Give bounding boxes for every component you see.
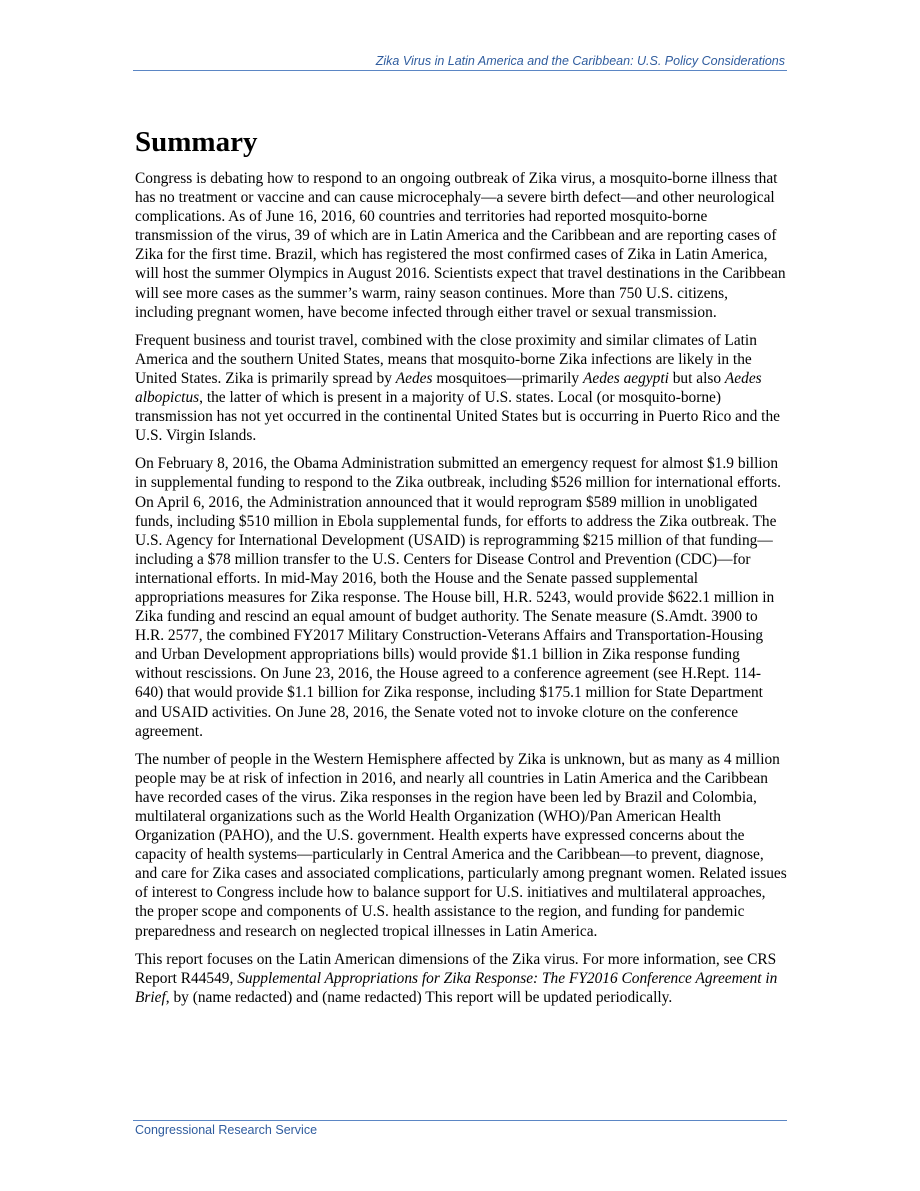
summary-section [135,123,787,1016]
paragraph-text: , the latter of which is present in a majority of U.S. states. Local (or mosquito-borne) transmission has not yet occurred in the continental United States but is occurring in Puerto Rico and the U.S. Virgin Islands. [135,389,780,445]
paragraph-travel [135,331,787,446]
paragraph-regional-impact: The number of people in the Western Hemisphere affected by Zika is unknown, but as many as 4 million people may be at risk of infection in 2016, and nearly all countries in Latin America and the Caribbean have recorded cases of the virus. Zika responses in the region have been led by Brazil and Colombia, multilateral organizations such as the World Health Organization (WHO)/Pan American Health Organization (PAHO), and the U.S. government. Health experts have expressed concerns about the capacity of health systems—particularly in Central America and the Caribbean—to prevent, diagnose, and care for Zika cases and associated complications, particularly among pregnant women. Related issues of interest to Congress include how to balance support for U.S. initiatives and multilateral approaches, the proper scope and components of U.S. health assistance to the region, and funding for pandemic preparedness and research on neglected tropical illnesses in Latin America. [135,750,787,940]
paragraph-text: mosquitoes—primarily [432,369,583,387]
paragraph-report-scope [135,950,787,1007]
section-heading: Summary [135,126,258,158]
paragraph-text: but also [668,369,725,387]
paragraph-text: , by (name redacted) and (name redacted) This report will be updated periodically. [165,988,673,1006]
paragraph-text: This report focuses on the Latin American dimensions of the Zika virus. For more information, see CRS Report R44549, [135,950,777,987]
footer-organization: Congressional Research Service [135,1123,318,1137]
paragraph-funding: On February 8, 2016, the Obama Administration submitted an emergency request for almost $1.9 billion in supplemental funding to respond to the Zika outbreak, including $526 million for international efforts. On April 6, 2016, the Administration announced that it would reprogram $589 million in unobligated funds, including $510 million in Ebola supplemental funds, for efforts to address the Zika outbreak. The U.S. Agency for International Development (USAID) is reprogramming $215 million of that funding—including a $78 million transfer to the U.S. Centers for Disease Control and Prevention (CDC)—for international efforts. In mid-May 2016, both the House and the Senate passed supplemental appropriations measures for Zika response. The House bill, H.R. 5243, would provide $622.1 million in Zika funding and rescind an equal amount of budget authority. The Senate measure (S.Amdt. 3900 to H.R. 2577, the combined FY2017 Military Construction-Veterans Affairs and Transportation-Housing and Urban Development appropriations bills) would provide $1.1 billion in Zika response funding without rescissions. On June 23, 2016, the House agreed to a conference agreement (see H.Rept. 114-640) that would provide $1.1 billion for Zika response, including $175.1 million for State Department and USAID activities. On June 28, 2016, the Senate voted not to invoke cloture on the conference agreement. [135,455,781,740]
species-name: Aedes [395,369,433,387]
paragraph-outbreak: Congress is debating how to respond to an ongoing outbreak of Zika virus, a mosquito-borne illness that has no treatment or vaccine and can cause microcephaly—a severe birth defect—and other neurological complications. As of June 16, 2016, 60 countries and territories had reported mosquito-borne transmission of the virus, 39 of which are in Latin America and the Caribbean and are reporting cases of Zika for the first time. Brazil, which has registered the most confirmed cases of Zika in Latin America, will host the summer Olympics in August 2016. Scientists expect that travel destinations in the Caribbean will see more cases as the summer’s warm, rainy season continues. More than 750 U.S. citizens, including pregnant women, have become infected through either travel or sexual transmission. [135,170,786,321]
species-name: Aedes aegypti [582,369,669,387]
report-title: Supplemental Appropriations for Zika Response: The FY2016 Conference Agreement in Brief [135,969,778,1006]
paragraph-text: Frequent business and tourist travel, combined with the close proximity and similar climates of Latin America and the southern United States, means that mosquito-borne Zika infections are likely in the United States. Zika is primarily spread by [135,331,757,387]
footer-divider [133,1120,787,1121]
species-name: Aedes albopictus [135,369,762,407]
running-header-title: Zika Virus in Latin America and the Caribbean: U.S. Policy Considerations [375,54,785,68]
header-divider [133,70,787,71]
